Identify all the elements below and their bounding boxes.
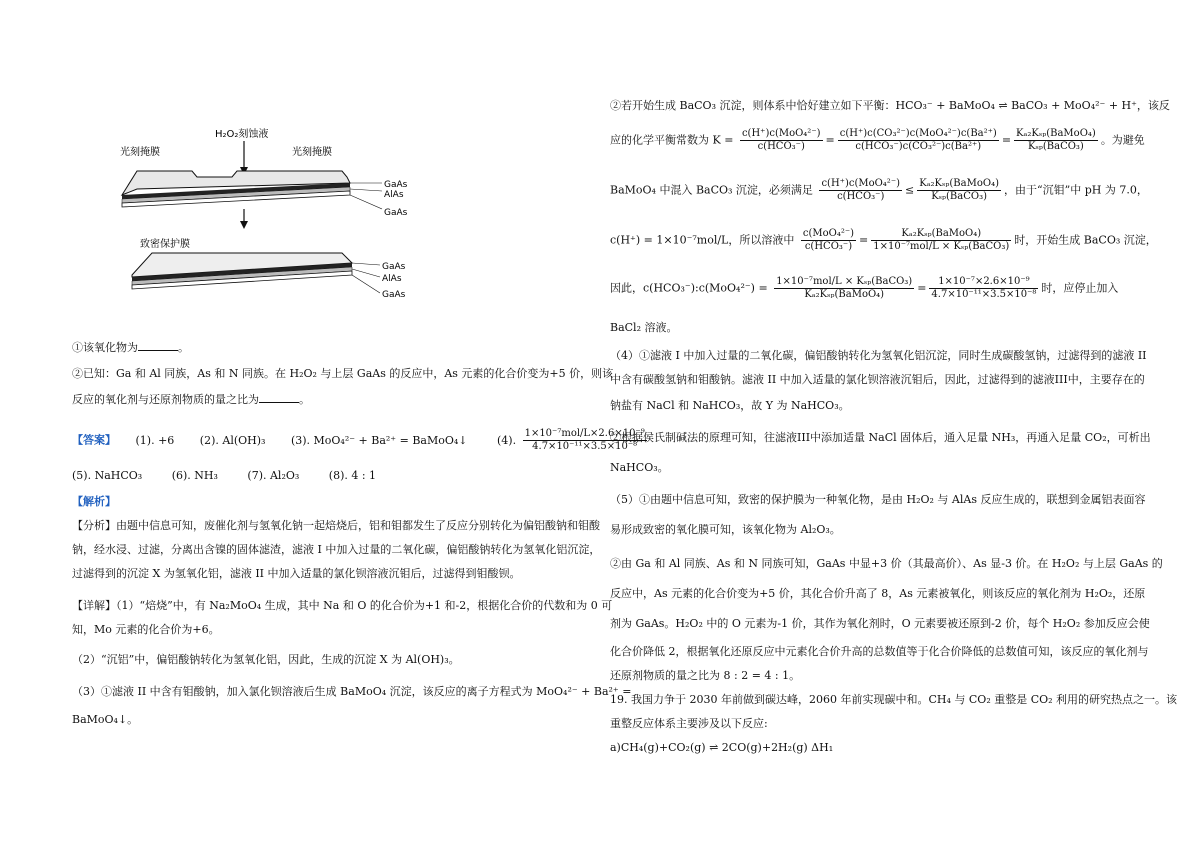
right-r15: 反应中，As 元素的化合价变为+5 价，其化合价升高了 8，As 元素被氧化，则该反应的氧化剂为 H₂O₂，还原	[610, 587, 1146, 600]
r3-f1-num: c(H⁺)c(MoO₄²⁻)	[821, 178, 900, 189]
r5-fraction-1	[774, 276, 914, 301]
r4-post: 时，开始生成 BaCO₃ 沉淀，	[1014, 233, 1157, 247]
right-r11: NaHCO₃。	[610, 461, 669, 474]
answer-7: (7). Al₂O₃	[247, 469, 300, 482]
right-r3: BaMoO₄ 中混入 BaCO₃ 沉淀，必须满足 $\frac{\text{c(H⁺)c(MoO₄²⁻)}}{\text{c(HCO₃⁻)}}$ ≤ $\frac{\text{Kₐ₂Kₛₚ(BaMoO₄)}}{\text{Kₛₚ(BaCO₃)}}$ ，由于“沉钼”中 pH 为 7.0，	[610, 178, 1148, 202]
analysis-label: 【解析】	[72, 495, 116, 508]
answer-row-2	[72, 468, 376, 484]
r5-pre: 因此，c(HCO₃⁻):c(MoO₄²⁻) =	[610, 281, 768, 295]
right-r12: （5）①由题中信息可知，致密的保护膜为一种氧化物，是由 H₂O₂ 与 AlAs 反应生成的，联想到金属铝表面容	[610, 493, 1146, 506]
r5-f2-den: 4.7×10⁻¹¹×3.5×10⁻⁸	[931, 289, 1037, 300]
mask-right-label: 光刻掩膜	[292, 147, 332, 158]
layer-bottom-3: GaAs	[382, 290, 406, 300]
answer-4-label: (4).	[497, 433, 517, 447]
r2-fraction-1	[740, 128, 823, 153]
right-r16: 剂为 GaAs。H₂O₂ 中的 O 元素为-1 价，其作为氧化剂时，O 元素要被还原到-2 价，每个 H₂O₂ 参加反应会使	[610, 617, 1150, 630]
r5-f1-num: 1×10⁻⁷mol/L × Kₛₚ(BaCO₃)	[776, 276, 913, 287]
answer-6: (6). NH₃	[171, 469, 218, 482]
right-r18: 还原剂物质的量之比为 8 : 2 = 4 : 1。	[610, 669, 801, 682]
r2-f1-den: c(HCO₃⁻)	[757, 141, 805, 152]
protect-label: 致密保护膜	[140, 239, 190, 250]
right-r7: （4）①滤液 I 中加入过量的二氧化碳，偏铝酸钠转化为氢氧化铝沉淀，同时生成碳酸氢钠，过滤得到的滤液 II	[610, 349, 1147, 362]
right-r10: ②根据侯氏制碱法的原理可知，往滤液III中添加适量 NaCl 固体后，通入足量 NH₃，再通入足量 CO₂，可析出	[610, 431, 1151, 444]
analysis-p2: 钠，经水浸、过滤，分离出含镍的固体滤渣，滤液 I 中加入过量的二氧化碳，偏铝酸钠转化为氢氧化铝沉淀，	[72, 543, 601, 556]
r3-fraction-1	[819, 178, 902, 203]
r4-fraction-2	[871, 228, 1011, 253]
r3-f2-den: Kₛₚ(BaCO₃)	[931, 191, 987, 202]
layer-top-2: AlAs	[384, 190, 404, 200]
r5-f2-num: 1×10⁻⁷×2.6×10⁻⁹	[929, 276, 1038, 289]
layer-bottom-2: AlAs	[382, 274, 402, 284]
answer-8: (8). 4 : 1	[328, 469, 377, 482]
question-1-end: 。	[178, 341, 189, 354]
r3-fraction-2	[917, 178, 1001, 203]
mask-left-label: 光刻掩膜	[120, 147, 160, 158]
right-r20: 重整反应体系主要涉及以下反应:	[610, 717, 768, 730]
r2-fraction-3	[1014, 128, 1098, 153]
r3-f2-num: Kₐ₂Kₛₚ(BaMoO₄)	[919, 178, 999, 189]
answer-4-denominator: 4.7×10⁻¹¹×3.5×10⁻⁸	[532, 441, 638, 452]
right-r4: c(H⁺) = 1×10⁻⁷mol/L，所以溶液中 $\frac{\text{c(MoO₄²⁻)}}{\text{c(HCO₃⁻)}}$ = $\frac{\text{Kₐ₂Kₛₚ(BaMoO₄)}}{\text{1×10⁻⁷mol/L × Kₛₚ(BaCO₃)}}$ 时，开始生成 BaCO₃ 沉淀，	[610, 228, 1157, 252]
right-r17: 化合价降低 2，根据氧化还原反应中元素化合价升高的总数值等于化合价降低的总数值可知，该反应的氧化剂与	[610, 645, 1149, 658]
question-1-text: ①该氧化物为	[72, 341, 138, 354]
r4-f1-num: c(MoO₄²⁻)	[802, 228, 855, 239]
right-r13: 易形成致密的氧化膜可知，该氧化物为 Al₂O₃。	[610, 523, 841, 536]
right-r9: 钠盐有 NaCl 和 NaHCO₃，故 Y 为 NaHCO₃。	[610, 399, 850, 412]
r2-f3-num: Kₐ₂Kₛₚ(BaMoO₄)	[1016, 128, 1096, 139]
answer-label: 【答案】	[72, 433, 116, 447]
answer-blank-2	[259, 392, 299, 403]
etching-diagram	[112, 125, 412, 305]
r2-f3-den: Kₛₚ(BaCO₃)	[1028, 141, 1084, 152]
r3-f1-den: c(HCO₃⁻)	[837, 191, 885, 202]
layer-top-3: GaAs	[384, 208, 408, 218]
detail-p4: 【详解】（1）“焙烧”中，有 Na₂MoO₄ 生成，其中 Na 和 O 的化合价为+1 和-2，根据化合价的代数和为 0 可	[72, 599, 613, 612]
right-r5: 因此，c(HCO₃⁻):c(MoO₄²⁻) = $\frac{\text{1×10⁻⁷mol/L × Kₛₚ(BaCO₃)}}{\text{Kₐ₂Kₛₚ(BaMoO₄)}}$ = $\frac{\text{1×10⁻⁷×2.6×10⁻⁹}}{\text{4.7×10⁻¹¹×3.5×10⁻⁸}}$ 时，应停止加入	[610, 276, 1119, 300]
r5-f1-den: Kₐ₂Kₛₚ(BaMoO₄)	[804, 289, 885, 300]
detail-p5: 知，Mo 元素的化合价为+6。	[72, 623, 220, 636]
answer-row-1	[72, 428, 650, 453]
layer-bottom-1: GaAs	[382, 262, 406, 272]
r2-f1-num: c(H⁺)c(MoO₄²⁻)	[741, 128, 821, 139]
r3-post: ，由于“沉钼”中 pH 为 7.0，	[1003, 183, 1148, 197]
answer-3: (3). MoO₄²⁻ + Ba²⁺ = BaMoO₄↓	[290, 433, 468, 447]
etchant-label: H₂O₂刻蚀液	[215, 129, 269, 140]
answer-1: (1). +6	[135, 433, 175, 447]
r5-post: 时，应停止加入	[1041, 281, 1119, 295]
r4-f2-den: 1×10⁻⁷mol/L × Kₛₚ(BaCO₃)	[873, 241, 1010, 252]
question-1	[72, 340, 189, 356]
r2-pre: 应的化学平衡常数为 K =	[610, 133, 734, 147]
r4-pre: c(H⁺) = 1×10⁻⁷mol/L，所以溶液中	[610, 233, 795, 247]
question-2b	[72, 392, 310, 408]
analysis-p3: 过滤得到的沉淀 X 为氢氧化铝，滤液 II 中加入适量的氯化钡溶液沉钼后，过滤得到钼酸钡。	[72, 567, 521, 580]
layer-top-1: GaAs	[384, 180, 408, 190]
answer-4-numerator: 1×10⁻⁷mol/L×2.6×10⁻⁹	[524, 428, 645, 439]
analysis-p1: 【分析】由题中信息可知，废催化剂与氢氧化钠一起焙烧后，铝和钼都发生了反应分别转化为偏铝酸钠和钼酸	[72, 519, 600, 532]
detail-p6: （2）“沉铝”中，偏铝酸钠转化为氢氧化铝，因此，生成的沉淀 X 为 Al(OH)₃。	[72, 653, 460, 666]
r4-fraction-1	[801, 228, 856, 253]
r2-fraction-2	[838, 128, 999, 153]
right-r8: 中含有碳酸氢钠和钼酸钠。滤液 II 中加入适量的氯化钡溶液沉钼后，因此，过滤得到的滤液III中，主要存在的	[610, 373, 1145, 386]
answer-5: (5). NaHCO₃	[72, 469, 143, 482]
answer-blank-1	[138, 340, 178, 351]
r4-f1-den: c(HCO₃⁻)	[804, 241, 853, 252]
detail-p8: BaMoO₄↓。	[72, 713, 139, 726]
question-2b-end: 。	[299, 393, 310, 406]
r2-f2-num: c(H⁺)c(CO₃²⁻)c(MoO₄²⁻)c(Ba²⁺)	[839, 128, 997, 139]
r2-post: 。为避免	[1100, 133, 1145, 147]
r5-fraction-2	[929, 276, 1038, 301]
detail-p7: （3）①滤液 II 中含有钼酸钠，加入氯化钡溶液后生成 BaMoO₄ 沉淀，该反应的离子方程式为 MoO₄²⁻ + Ba²⁺ =	[72, 685, 632, 698]
r3-pre: BaMoO₄ 中混入 BaCO₃ 沉淀，必须满足	[610, 183, 813, 197]
right-r1: ②若开始生成 BaCO₃ 沉淀，则体系中恰好建立如下平衡：HCO₃⁻ + BaMoO₄ ⇌ BaCO₃ + MoO₄²⁻ + H⁺，该反	[610, 99, 1170, 112]
r2-f2-den: c(HCO₃⁻)c(CO₃²⁻)c(Ba²⁺)	[855, 141, 982, 152]
r4-f2-num: Kₐ₂Kₛₚ(BaMoO₄)	[871, 228, 1011, 241]
right-r6: BaCl₂ 溶液。	[610, 321, 678, 334]
right-r19: 19. 我国力争于 2030 年前做到碳达峰，2060 年前实现碳中和。CH₄ 与 CO₂ 重整是 CO₂ 利用的研究热点之一。该	[610, 693, 1178, 706]
question-2b-text: 反应的氧化剂与还原剂物质的量之比为	[72, 393, 259, 406]
right-r21: a)CH₄(g)+CO₂(g) ⇌ 2CO(g)+2H₂(g) ΔH₁	[610, 741, 834, 754]
right-r14: ②由 Ga 和 Al 同族、As 和 N 同族可知，GaAs 中显+3 价（其最高价）、As 显-3 价。在 H₂O₂ 与上层 GaAs 的	[610, 557, 1163, 570]
answer-2: (2). Al(OH)₃	[199, 433, 266, 447]
right-r2: 应的化学平衡常数为 K = $\frac{\text{c(H⁺)c(MoO₄²⁻)}}{\text{c(HCO₃⁻)}}$ = $\frac{\text{c(H⁺)c(CO₃²⁻)c(MoO₄²⁻)c(Ba²⁺)}}{\text{c(HCO₃⁻)c(CO₃²⁻)c(Ba²⁺)}}$ = $\frac{\text{Kₐ₂Kₛₚ(BaMoO₄)}}{\text{Kₛₚ(BaCO₃)}}$ 。为避免	[610, 128, 1145, 152]
question-2a: ②已知：Ga 和 Al 同族，As 和 N 同族。在 H₂O₂ 与上层 GaAs 的反应中，As 元素的化合价变为+5 价，则该	[72, 367, 614, 380]
